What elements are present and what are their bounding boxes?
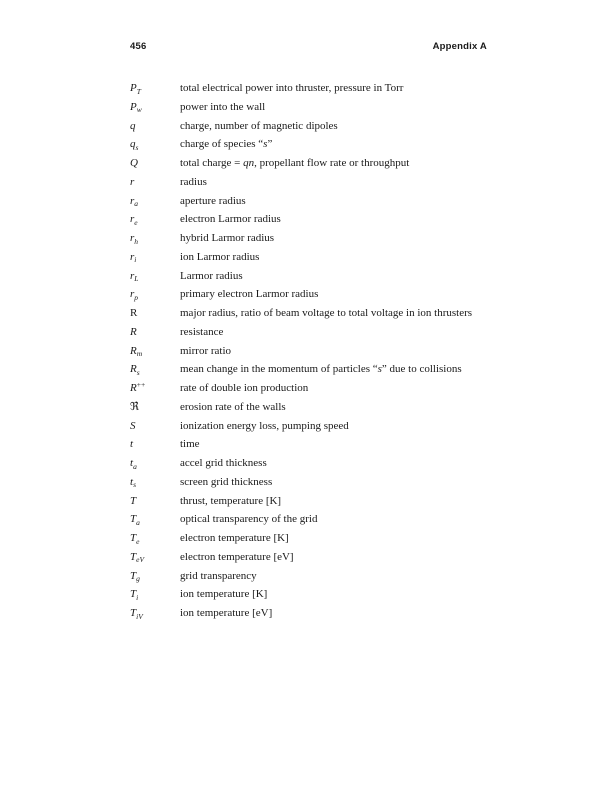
symbol-cell — [130, 323, 180, 342]
definition-text: electron Larmor radius — [180, 213, 281, 226]
symbol-entry-row — [130, 342, 530, 361]
definition-text: charge of species “s” — [180, 138, 273, 151]
symbol-cell — [130, 473, 180, 492]
definition-text: erosion rate of the walls — [180, 400, 286, 413]
symbol-entry-row — [130, 285, 530, 304]
symbol-cell — [130, 154, 180, 173]
symbol-subscript: e — [134, 217, 138, 227]
definition-text: electron temperature [K] — [180, 532, 289, 544]
symbol-base: T — [130, 550, 137, 563]
symbol-base: Q — [130, 157, 138, 169]
symbol-cell — [130, 267, 180, 286]
symbol-base: ℜ̇ — [130, 400, 139, 413]
symbol-base: t — [130, 457, 134, 469]
symbol-entry-row — [130, 154, 530, 173]
symbol-base: t — [130, 438, 134, 451]
symbol-cell — [130, 192, 180, 211]
symbol-subscript: s — [133, 480, 136, 490]
symbol-subscript: a — [133, 461, 137, 471]
symbol-cell — [130, 229, 180, 248]
symbol-cell — [130, 398, 180, 417]
symbol-base: q — [130, 138, 136, 151]
definition-text: rate of double ion production — [180, 382, 309, 394]
definition-text: radius — [180, 175, 207, 188]
symbol-entry-row — [130, 229, 530, 248]
symbol-entry-row — [130, 417, 530, 436]
symbol-subscript: e — [136, 536, 140, 546]
nomenclature-list — [130, 79, 530, 623]
symbol-entry-row — [130, 510, 530, 529]
running-header-title: Appendix A — [432, 41, 487, 52]
symbol-base: S — [130, 419, 136, 432]
symbol-subscript: T — [136, 86, 141, 96]
symbol-subscript: i — [136, 592, 139, 602]
symbol-subscript: iV — [136, 611, 143, 621]
symbol-entry-row — [130, 210, 530, 229]
symbol-base: R — [130, 344, 137, 357]
symbol-cell — [130, 567, 180, 586]
definition-text: total electrical power into thruster, pressure in Torr — [180, 82, 404, 94]
symbol-base: P — [130, 100, 137, 113]
symbol-base: r — [130, 269, 135, 282]
definition-text: resistance — [180, 325, 224, 338]
definition-text: Larmor radius — [180, 269, 243, 282]
symbol-cell — [130, 98, 180, 117]
symbol-entry-row — [130, 529, 530, 548]
symbol-base: R — [130, 325, 137, 338]
symbol-subscript: p — [134, 292, 139, 302]
symbol-subscript: s — [135, 142, 139, 152]
symbol-subscript: g — [136, 574, 140, 583]
definition-text: mean change in the momentum of particles “s” due to collisions — [180, 363, 462, 376]
symbol-base: R — [130, 307, 138, 319]
symbol-base: T — [130, 532, 137, 544]
symbol-entry-row — [130, 117, 530, 136]
symbol-entry-row — [130, 585, 530, 604]
symbol-base: r — [130, 175, 135, 188]
definition-text: total charge = qn, propellant flow rate or throughput — [180, 157, 410, 169]
symbol-subscript: i — [134, 255, 137, 265]
symbol-cell — [130, 79, 180, 98]
symbol-subscript: eV — [136, 555, 145, 565]
symbol-entry-row — [130, 248, 530, 267]
symbol-base: q — [130, 119, 136, 132]
definition-text: electron temperature [eV] — [180, 550, 294, 563]
symbol-base: r — [130, 250, 135, 263]
symbol-cell — [130, 173, 180, 192]
symbol-subscript: w — [136, 105, 142, 115]
symbol-cell — [130, 585, 180, 604]
definition-text: screen grid thickness — [180, 475, 273, 488]
symbol-cell — [130, 548, 180, 567]
symbol-cell — [130, 285, 180, 304]
symbol-cell — [130, 342, 180, 361]
definition-text: thrust, temperature [K] — [180, 494, 282, 507]
definition-text: ionization energy loss, pumping speed — [180, 419, 349, 432]
symbol-base: T — [130, 513, 137, 526]
symbol-entry-row — [130, 567, 530, 586]
symbol-entry-row — [130, 398, 530, 417]
symbol-subscript: a — [136, 517, 140, 527]
symbol-superscript: ++ — [136, 379, 146, 389]
symbol-entry-row — [130, 379, 530, 398]
symbol-entry-row — [130, 435, 530, 454]
symbol-cell — [130, 210, 180, 229]
symbol-cell — [130, 529, 180, 548]
definition-text: ion Larmor radius — [180, 250, 260, 263]
symbol-base: r — [130, 194, 135, 207]
symbol-cell — [130, 492, 180, 511]
symbol-base: P — [130, 82, 137, 94]
symbol-subscript: h — [134, 236, 139, 246]
definition-text: power into the wall — [180, 100, 266, 113]
symbol-base: t — [130, 475, 134, 488]
symbol-entry-row — [130, 360, 530, 379]
symbol-entry-row — [130, 548, 530, 567]
symbol-cell — [130, 510, 180, 529]
symbol-subscript: m — [136, 349, 143, 358]
symbol-cell — [130, 360, 180, 379]
symbol-entry-row — [130, 135, 530, 154]
symbol-base: T — [130, 607, 137, 619]
symbol-entry-row — [130, 267, 530, 286]
symbol-cell — [130, 417, 180, 436]
definition-text: charge, number of magnetic dipoles — [180, 119, 338, 132]
page-number: 456 — [130, 41, 147, 52]
symbol-base: r — [130, 288, 135, 301]
symbol-base: T — [130, 569, 137, 582]
definition-text: hybrid Larmor radius — [180, 232, 275, 244]
symbol-entry-row — [130, 323, 530, 342]
definition-text: aperture radius — [180, 194, 246, 207]
definition-text: primary electron Larmor radius — [180, 288, 319, 301]
symbol-base: T — [130, 494, 137, 507]
definition-text: mirror ratio — [180, 344, 232, 357]
symbol-cell — [130, 248, 180, 267]
symbol-cell — [130, 454, 180, 473]
definition-text: major radius, ratio of beam voltage to total voltage in ion thrusters — [180, 307, 473, 319]
definition-text: grid transparency — [180, 569, 257, 582]
symbol-subscript: a — [134, 199, 139, 208]
symbol-entry-row — [130, 604, 530, 623]
symbol-cell — [130, 135, 180, 154]
definition-text: ion temperature [eV] — [180, 607, 273, 619]
symbol-base: r — [130, 213, 135, 226]
symbol-subscript: L — [134, 274, 139, 283]
symbol-entry-row — [130, 454, 530, 473]
symbol-entry-row — [130, 98, 530, 117]
symbol-entry-row — [130, 304, 530, 323]
definition-text: time — [180, 438, 200, 451]
symbol-subscript: s — [136, 367, 140, 377]
definition-text: ion temperature [K] — [180, 588, 268, 601]
symbol-entry-row — [130, 473, 530, 492]
symbol-base: R — [130, 382, 137, 394]
symbol-cell — [130, 604, 180, 623]
symbol-cell — [130, 304, 180, 323]
symbol-entry-row — [130, 492, 530, 511]
definition-text: optical transparency of the grid — [180, 513, 318, 526]
symbol-cell — [130, 117, 180, 136]
symbol-base: r — [130, 232, 135, 244]
symbol-entry-row — [130, 192, 530, 211]
symbol-base: T — [130, 588, 137, 601]
symbol-cell — [130, 379, 180, 398]
symbol-entry-row — [130, 173, 530, 192]
symbol-cell — [130, 435, 180, 454]
symbol-entry-row — [130, 79, 530, 98]
definition-text: accel grid thickness — [180, 457, 267, 469]
symbol-base: R — [130, 363, 137, 376]
running-head — [130, 41, 487, 52]
